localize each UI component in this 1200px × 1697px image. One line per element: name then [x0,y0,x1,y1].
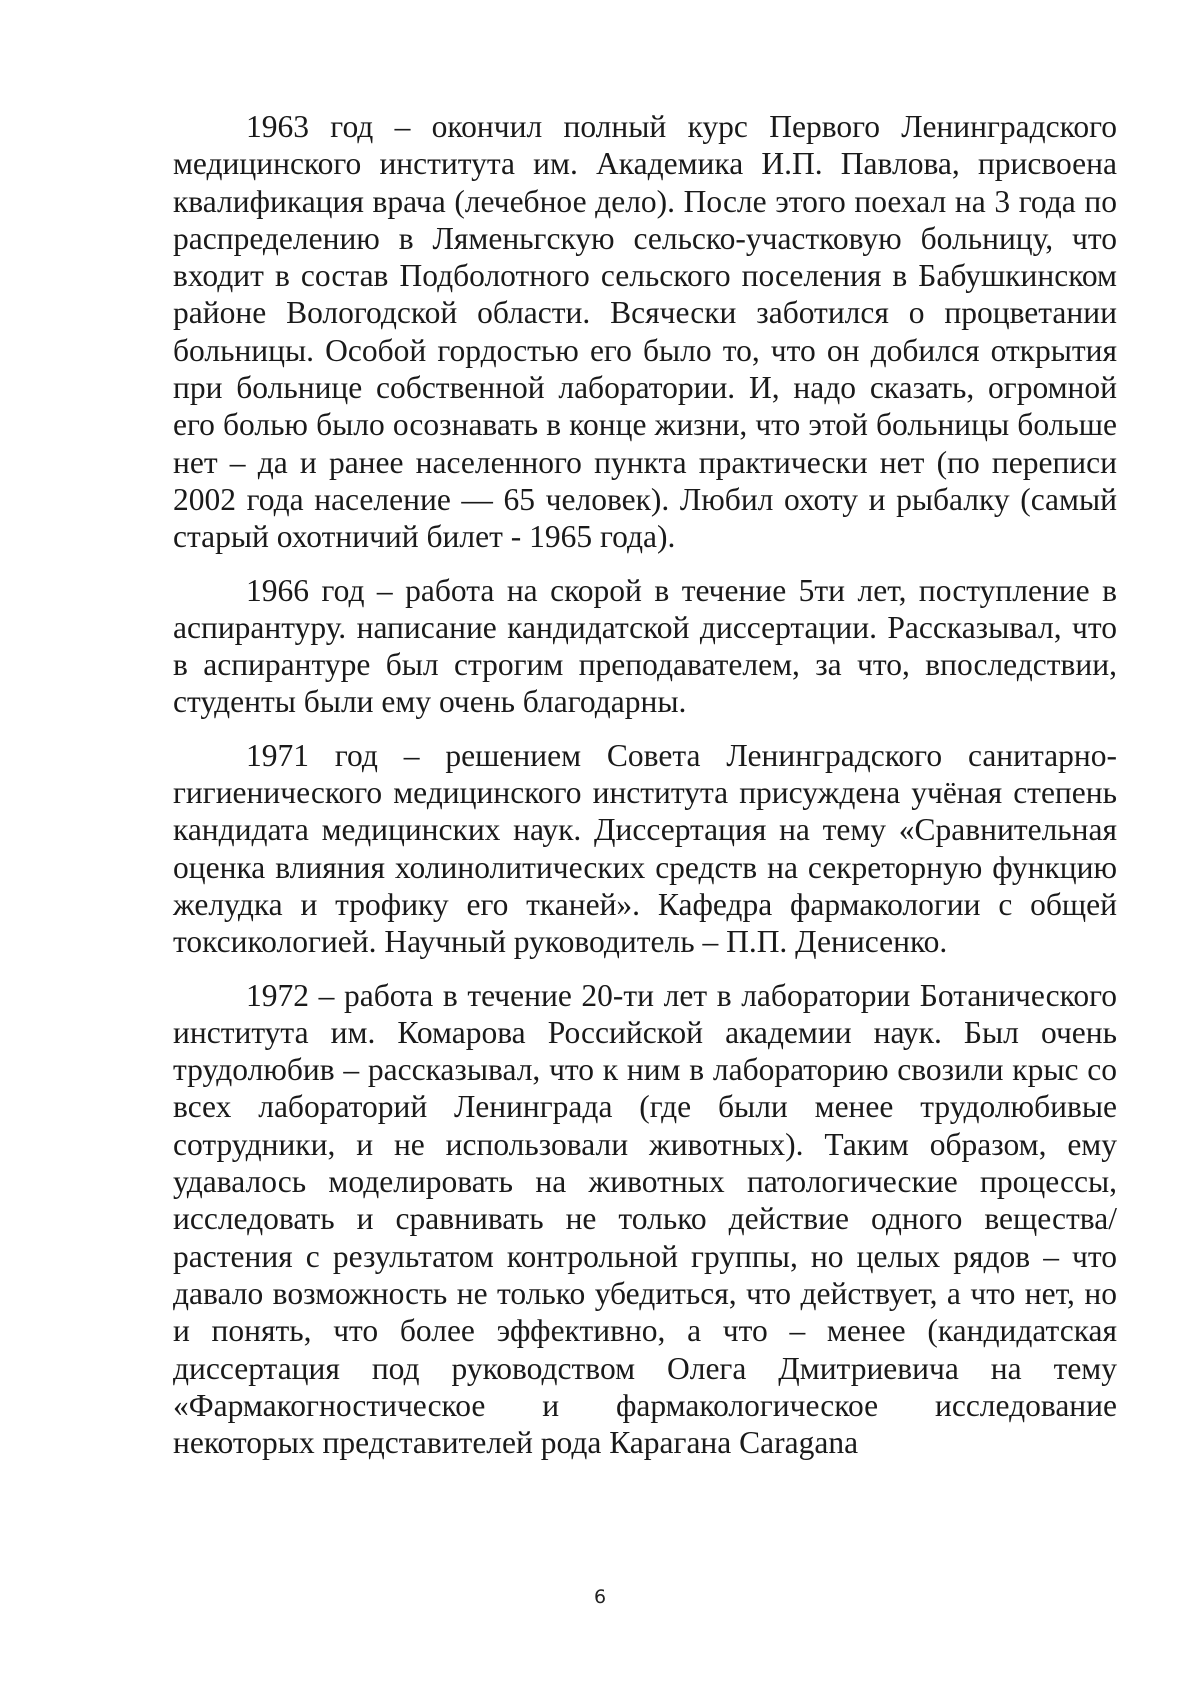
page-number: 6 [593,1586,607,1608]
document-body [173,108,1117,1477]
paragraph-1963: 1963 год – окончил полный курс Первого Ленинградского медицинского института им. Академика И.П. Павлова, присвоена квалификация врача (лечебное дело). После этого поехал на 3 года по распределению в Ляменьгскую сельско-участковую больницу, что входит в состав Подболотного сельского поселения в Бабушкинском районе Вологодской области. Всячески заботился о процветании больницы. Особой гордостью его было то, что он добился открытия при больнице собственной лаборатории. И, надо сказать, огромной его болью было осознавать в конце жизни, что этой больницы больше нет – да и ранее населенного пункта практически нет (по переписи 2002 года население — 65 человек). Любил охоту и рыбалку (самый старый охотничий билет - 1965 года). [173,109,1117,555]
paragraph-1966: 1966 год – работа на скорой в течение 5ти лет, поступление в аспирантуру. написание кандидатской диссертации. Рассказывал, что в аспирантуре был строгим преподавателем, за что, впоследствии, студенты были ему очень благодарны. [173,572,1117,720]
paragraph-1972: 1972 – работа в течение 20-ти лет в лаборатории Ботанического института им. Комарова Российской академии наук. Был очень трудолюбив – рассказывал, что к ним в лабораторию свозили крыс со всех лабораторий Ленинграда (где были менее трудолюбивые сотрудники, и не использовали животных). Таким образом, ему удавалось моделировать на животных патологические процессы, исследовать и сравнивать не только действие одного вещества/растения с результатом контрольной группы, но целых рядов – что давало возможность не только убедиться, что действует, а что нет, но и понять, что более эффективно, а что – менее (кандидатская диссертация под руководством Олега Дмитриевича на тему «Фармакогностическое и фармакологическое исследование некоторых представителей рода Карагана Caragana [173,977,1117,1461]
paragraph-1971: 1971 год – решением Совета Ленинградского санитарно-гигиенического медицинского института присуждена учёная степень кандидата медицинских наук. Диссертация на тему «Сравнительная оценка влияния холинолитических средств на секреторную функцию желудка и трофику его тканей». Кафедра фармакологии с общей токсикологией. Научный руководитель – П.П. Денисенко. [173,737,1117,960]
